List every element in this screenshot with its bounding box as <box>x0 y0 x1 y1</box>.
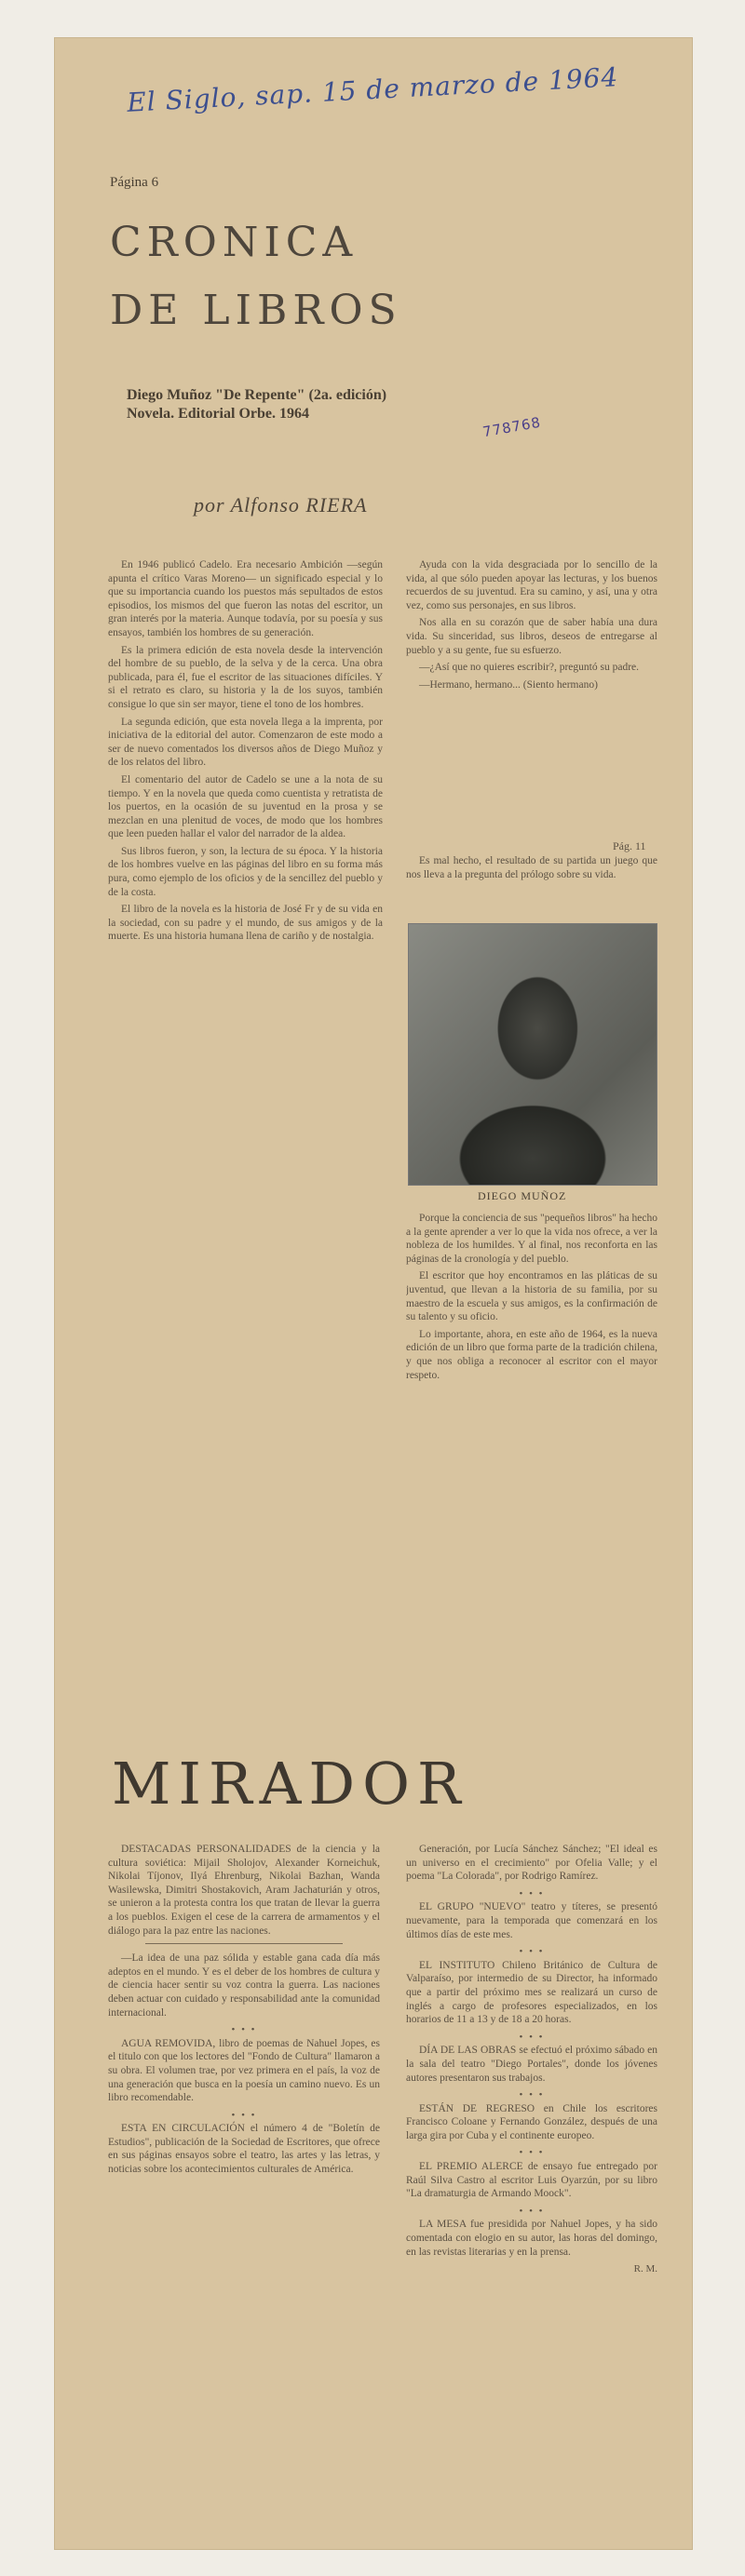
book-reference: Diego Muñoz "De Repente" (2a. edición) Novela. Editorial Orbe. 1964 <box>127 387 387 422</box>
page-reference: Pág. 11 <box>613 839 646 852</box>
paragraph: Es la primera edición de esta novela desde la intervención del hombre de su pueblo, de la selva y de la cerca. Una obra publicada, para él, fue el escritor de las situaciones difíciles. Y si el retrato es claro, su historia y la de los suyos, también consigue lo que sin ser mayor, tiene el tono de los hombres. <box>108 644 383 710</box>
news-item: EL GRUPO "NUEVO" teatro y títeres, se presentó nuevamente, para la temporada que comenzará en los últimos días de este mes. <box>406 1901 657 1940</box>
news-item: LA MESA fue presidida por Nahuel Jopes, y ha sido comentada con elogio en su autor, las horas del domingo, en las revistas literarias y en la prensa. <box>406 2219 657 2258</box>
paragraph: —Hermano, hermano... (Siento hermano) <box>419 678 598 691</box>
separator-bullets: • • • <box>519 1946 545 1958</box>
review-right-column-top <box>406 558 657 828</box>
separator-bullets: • • • <box>519 2089 545 2101</box>
paragraph: El libro de la novela es la historia de José Fr y de su vida en la sociedad, con su padre y el mundo, de sus amigos y de la muerte. Es una historia humana llena de cariño y de nostalgia. <box>108 904 383 943</box>
separator-bullets: • • • <box>519 2205 545 2217</box>
mirador-right-column <box>406 1843 657 2513</box>
paragraph: —¿Así que no quieres escribir?, preguntó su padre. <box>419 662 639 674</box>
separator-bullets: • • • <box>231 2024 257 2036</box>
newspaper-clipping <box>54 37 693 2550</box>
article-byline: por Alfonso RIERA <box>194 493 368 517</box>
review-left-column <box>108 558 383 1833</box>
paragraph: Porque la conciencia de sus "pequeños libros" ha hecho a la gente aprender a ver lo que la vida nos ofrece, a ver la nobleza de los humildes. Y al final, nos reconforta en las páginas de la cronología y del pueblo. <box>406 1213 657 1265</box>
paragraph: Ayuda con la vida desgraciada por lo sencillo de la vida, al que sólo pueden apoyar las lecturas, y los buenos recuerdos de su juventud. Era su camino, y así, una y otra vez, como sus personajes, en sus libros. <box>406 559 657 611</box>
news-item: EL PREMIO ALERCE de ensayo fue entregado por Raúl Silva Castro al escritor Luis Oyarzún, por su libro "La dramaturgia de Armando Moock". <box>406 2161 657 2200</box>
paragraph: Lo importante, ahora, en este año de 1964, es la nueva edición de un libro que forma parte de la tradición chilena, y que nos obliga a reconocer al escritor con el mayor respeto. <box>406 1328 657 1381</box>
paragraph: En 1946 publicó Cadelo. Era necesario Ambición —según apunta el crítico Varas Moreno— un significado especial y lo que su importancia cuando los puestos más sepultados de estos episodios, los mismos del que fueron las notas del escritor, un gran interés por la materia. Aunque todavía, por su poesía y sus ensayos, también los hombres de su generación. <box>108 559 383 638</box>
separator-bullets: • • • <box>519 2031 545 2043</box>
mirador-title: MIRADOR <box>112 1750 468 1818</box>
news-item: AGUA REMOVIDA, libro de poemas de Nahuel Jopes, es el titulo con que los lectores del "Fondo de Cultura" llamaron a su obra. El volumen trae, por vez primera en el país, la voz de una generación que busca en la poesía un camino nuevo. Es un libro recomendable. <box>108 2037 380 2104</box>
author-signature: R. M. <box>633 2263 657 2275</box>
handwritten-date-note: El Siglo, sap. 15 de marzo de 1964 <box>126 61 619 118</box>
separator-bullets: • • • <box>231 2109 257 2121</box>
section-title-line2: DE LIBROS <box>110 287 402 334</box>
paragraph: Nos alla en su corazón que de saber había una dura vida. Su sinceridad, sus libros, deseos de entregarse al pueblo y a su gente, fue su esfuerzo. <box>406 617 657 656</box>
divider <box>145 1943 343 1944</box>
section-title-line1: CRONICA <box>110 219 359 266</box>
news-item: DESTACADAS PERSONALIDADES de la ciencia y la cultura soviética: Mijail Sholojov, Alexander Korneichuk, Nikolai Tíjonov, Ilyá Ehrenburg, Nikolai Bazhan, Wanda Wasilewska, Dimitri Shostakovich, Aram Jachaturián y otros, se unieron a la protesta contra los que tratan de llevar la guerra a los pueblos. Exigen el cese de la carrera de armamentos y el diálogo para la paz entre las naciones. <box>108 1844 380 1937</box>
mirador-left-column <box>108 1843 380 2531</box>
news-item: DÍA DE LAS OBRAS se efectuó el próximo sábado en la sala del teatro "Diego Portales", donde los jóvenes autores presentaron sus trabajos. <box>406 2045 657 2084</box>
author-photo <box>408 923 657 1186</box>
separator-bullets: • • • <box>519 1887 545 1899</box>
paragraph: Es mal hecho, el resultado de su partida un juego que nos lleva a la pregunta del prólogo sobre su vida. <box>406 855 657 880</box>
review-right-column-intro <box>406 854 657 910</box>
photo-caption: DIEGO MUÑOZ <box>478 1189 567 1202</box>
paragraph: El escritor que hoy encontramos en las pláticas de su juventud, que llevan a la historia de su familia, por su maestro de la escuela y sus amigos, es la confirmación de su talento y su oficio. <box>406 1270 657 1323</box>
news-item: —La idea de una paz sólida y estable gana cada día más adeptos en el mundo. Y es el deber de los hombres de cultura y de ciencia hacer sentir su voz contra la guerra. Las naciones deben actuar con cuidado y responsabilidad ante la comunidad internacional. <box>108 1952 380 2019</box>
news-item: ESTA EN CIRCULACIÓN el número 4 de "Boletín de Estudios", publicación de la Sociedad de Escritores, que ofrece en sus páginas ensayos sobre el teatro, las artes y las letras, y noticias sobre los acontecimientos culturales de América. <box>108 2123 380 2176</box>
page-number: Página 6 <box>110 175 159 190</box>
news-item: EL INSTITUTO Chileno Británico de Cultura de Valparaíso, por intermedio de su Director, ha informado que a partir del próximo mes se realizará un curso de inglés a cargo de profesores especializados, en los horarios de 11 a 13 y de 18 a 20 horas. <box>406 1959 657 2026</box>
news-item: ESTÁN DE REGRESO en Chile los escritores Francisco Coloane y Fernando González, después de una larga gira por Cuba y el continente europeo. <box>406 2102 657 2141</box>
separator-bullets: • • • <box>519 2147 545 2159</box>
paragraph: El comentario del autor de Cadelo se une a la nota de su tiempo. Y en la novela que queda como cuentista y retratista de los puertos, en la ocasión de su juventud en la prosa y se mezclan en una plenitud de voces, de modo que los hombres que leen pueden hallar el valor del narrador de la aldea. <box>108 773 383 840</box>
paragraph: Sus libros fueron, y son, la lectura de su época. Y la historia de los hombres vuelve en las páginas del libro en su forma más pura, como ejemplo de los oficios y de la sencillez del pueblo y de la costa. <box>108 845 383 898</box>
paragraph: La segunda edición, que esta novela llega a la imprenta, por iniciativa de la editorial del autor. Comenzaron de este modo a ser de nuevo comentados los diversos años de Diego Muñoz y de los relatos del libro. <box>108 716 383 769</box>
review-right-column-bottom <box>406 1212 657 1833</box>
news-item: Generación, por Lucía Sánchez Sánchez; "El ideal es un universo en el crecimiento" por Ofelia Valle; y el poema "La Colorada", por Rodrigo Ramírez. <box>406 1844 657 1883</box>
archive-stamp-number: 778768 <box>481 413 543 441</box>
